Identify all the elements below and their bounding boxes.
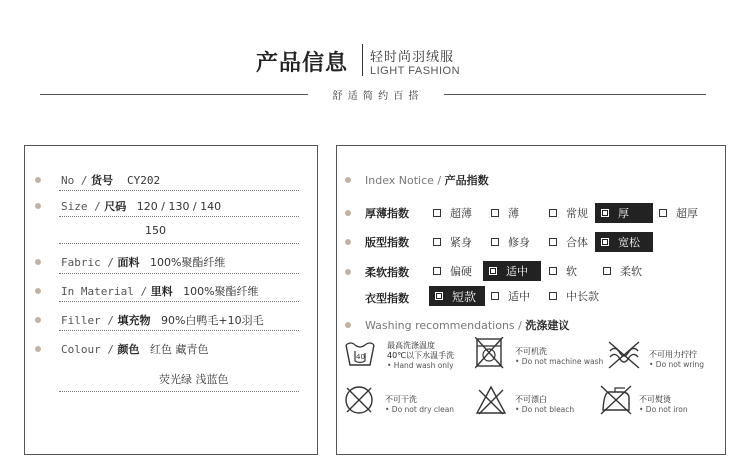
bullet-dot	[345, 269, 351, 275]
length-index-label: 衣型指数	[365, 292, 409, 305]
title-divider	[362, 44, 363, 76]
bullet-dot	[35, 317, 41, 323]
index-heading-cn: 产品指数	[444, 174, 489, 187]
filler-label-en: Filler /	[61, 314, 114, 327]
info-row-in-material	[61, 283, 259, 299]
colour-label-cn: 颜色	[117, 343, 140, 356]
colour-label-en: Colour /	[61, 343, 114, 356]
option-stiff: 偏硬	[431, 261, 472, 281]
hand-wash-icon	[343, 339, 377, 369]
bullet-dot	[35, 177, 41, 183]
option-very-soft: 柔软	[601, 261, 642, 281]
option-super-thick: 超厚	[657, 203, 698, 223]
row-divider	[59, 243, 299, 244]
row-divider	[59, 301, 299, 302]
fabric-label-cn: 面料	[117, 256, 140, 269]
info-row-fabric	[61, 254, 225, 270]
option-soft: 软	[547, 261, 577, 281]
option-loose-selected: 宽松	[595, 232, 653, 252]
option-thin: 薄	[489, 203, 519, 223]
size-label-cn: 尺码	[104, 200, 127, 213]
fit-index-label: 版型指数	[365, 236, 409, 249]
row-divider	[59, 330, 299, 331]
index-heading-en: Index Notice /	[365, 174, 442, 187]
subtitle-en: LIGHT FASHION	[370, 65, 461, 77]
option-super-thin: 超薄	[431, 203, 472, 223]
bullet-dot	[35, 259, 41, 265]
subtitle-cn: 轻时尚羽绒服	[370, 50, 455, 65]
header-rule-right	[444, 94, 706, 95]
size-value-2: 150	[145, 224, 166, 237]
softness-index-label: 柔软指数	[365, 266, 409, 279]
row-divider	[59, 216, 299, 217]
thickness-index-label: 厚薄指数	[365, 207, 409, 220]
row-divider	[59, 273, 299, 274]
bullet-dot	[35, 203, 41, 209]
wash-text-no-iron: 不可熨烫 • Do not iron	[639, 395, 688, 414]
fabric-value: 100%聚酯纤维	[149, 256, 226, 269]
washing-heading	[365, 317, 569, 333]
colour-value-2: 荧光绿 浅蓝色	[159, 373, 229, 386]
index-heading	[365, 172, 489, 188]
option-mid: 适中	[489, 286, 530, 306]
bullet-dot	[345, 239, 351, 245]
slogan: 舒 适 简 约 百 搭	[332, 91, 420, 102]
no-dry-clean-icon	[343, 384, 375, 416]
option-medium-selected: 适中	[483, 261, 541, 281]
option-fitted: 合体	[547, 232, 588, 252]
bullet-dot	[345, 322, 351, 328]
filler-value: 90%白鸭毛+10羽毛	[160, 314, 264, 327]
info-row-no	[61, 172, 160, 188]
in-material-value: 100%聚酯纤维	[183, 285, 259, 298]
option-tight: 紧身	[431, 232, 472, 252]
product-index-panel	[336, 145, 726, 455]
bullet-dot	[35, 346, 41, 352]
no-iron-icon	[599, 384, 633, 416]
row-divider	[59, 391, 299, 392]
in-material-label-cn: 里料	[150, 285, 173, 298]
no-bleach-icon	[475, 384, 507, 416]
filler-label-cn: 填充物	[117, 314, 151, 327]
info-row-colour	[61, 341, 208, 357]
in-material-label-en: In Material /	[61, 285, 148, 298]
no-wring-icon	[607, 341, 641, 369]
info-row-filler	[61, 312, 264, 328]
header-rule-left	[40, 94, 308, 95]
washing-heading-cn: 洗涤建议	[525, 319, 570, 332]
washing-heading-en: Washing recommendations /	[365, 319, 522, 332]
size-value-1: 120 / 130 / 140	[136, 200, 222, 213]
wash-text-hand: 最高洗涤温度 40℃以下水温手洗 • Hand wash only	[387, 341, 455, 370]
info-row-size	[61, 198, 221, 214]
hand-wash-temp: 40	[356, 353, 365, 361]
size-label-en: Size /	[61, 200, 101, 213]
no-machine-wash-icon	[475, 337, 505, 369]
bullet-dot	[345, 210, 351, 216]
wash-text-no-dry-clean: 不可干洗 • Do not dry clean	[385, 395, 455, 414]
row-divider	[59, 190, 299, 191]
option-short-selected: 短款	[429, 286, 485, 306]
bullet-dot	[345, 177, 351, 183]
wash-text-no-machine: 不可机洗 • Do not machine wash	[515, 347, 604, 366]
no-label-cn: 货号	[91, 174, 113, 187]
colour-value-1: 红色 藏青色	[149, 343, 209, 356]
no-value: CY202	[127, 174, 161, 187]
option-slim: 修身	[489, 232, 530, 252]
option-thick-selected: 厚	[595, 203, 653, 223]
wash-text-no-wring: 不可用力拧拧 • Do not wring	[649, 350, 705, 369]
fabric-label-en: Fabric /	[61, 256, 114, 269]
option-mid-long: 中长款	[547, 286, 599, 306]
bullet-dot	[35, 288, 41, 294]
no-label-en: No /	[61, 174, 88, 187]
option-regular: 常规	[547, 203, 588, 223]
page-title: 产品信息	[256, 51, 349, 76]
product-info-panel	[24, 145, 318, 455]
wash-text-no-bleach: 不可漂白 • Do not bleach	[515, 395, 575, 414]
